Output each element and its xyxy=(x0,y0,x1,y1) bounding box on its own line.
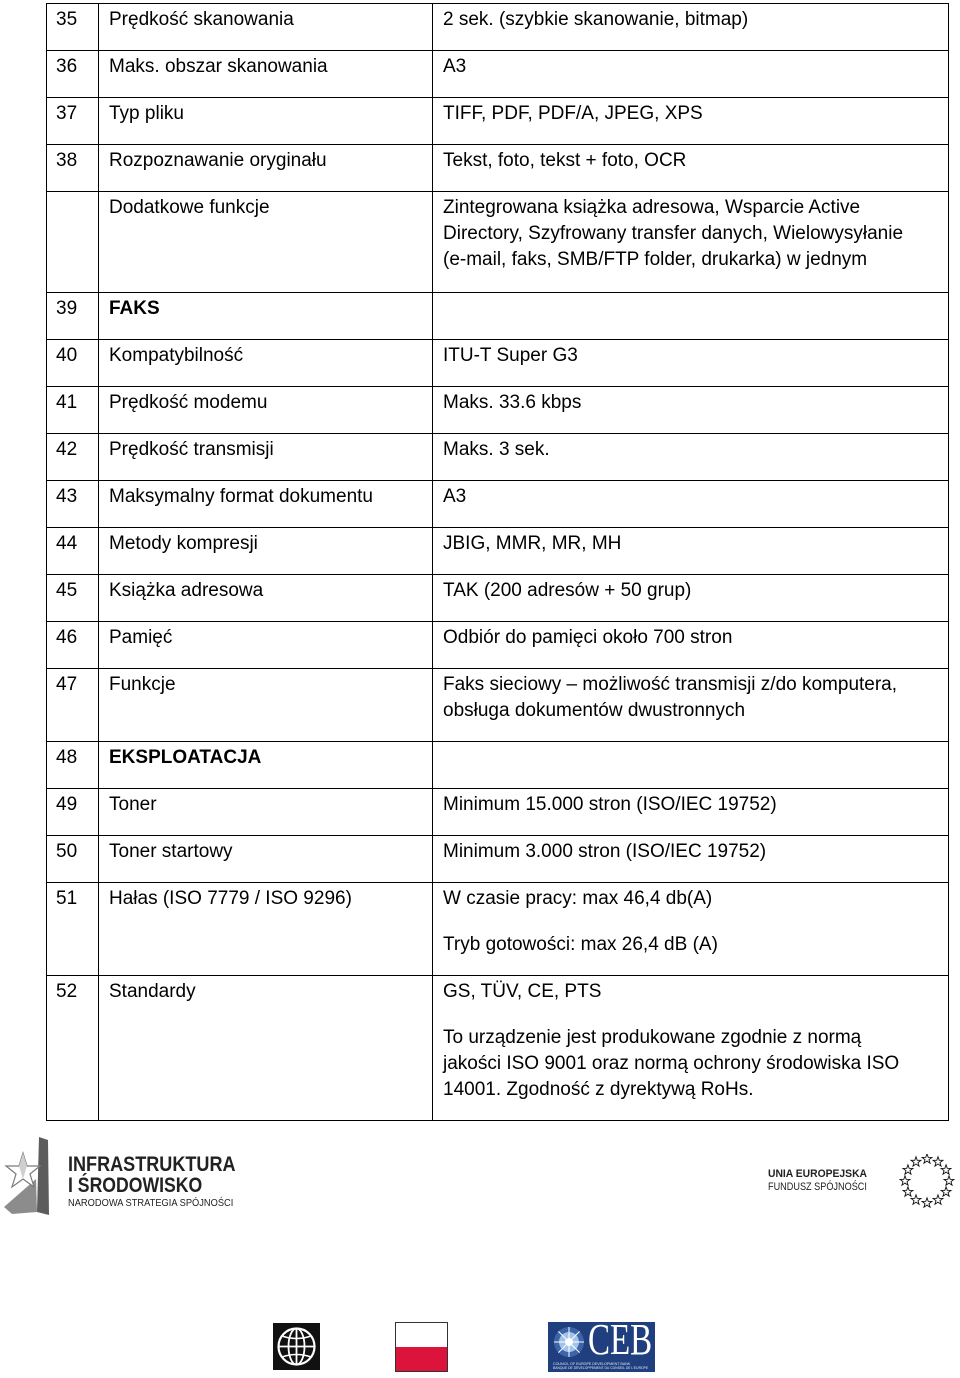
sunburst-globe-icon xyxy=(551,1325,587,1359)
parameter-value-cell xyxy=(433,340,949,387)
value-line: To urządzenie jest produkowane zgodnie z normą xyxy=(443,1027,862,1048)
empty-value xyxy=(443,745,940,771)
parameter-value-cell xyxy=(433,976,949,1121)
table-row xyxy=(47,883,949,976)
table-row xyxy=(47,669,949,742)
parameter-name: Toner startowy xyxy=(109,841,233,862)
value-line: Odbiór do pamięci około 700 stron xyxy=(443,627,733,648)
row-number-cell xyxy=(47,192,99,293)
row-number-cell xyxy=(47,481,99,528)
parameter-name: Metody kompresji xyxy=(109,533,258,554)
star-flag-emblem-icon xyxy=(2,1135,50,1217)
parameter-name-cell xyxy=(99,528,433,575)
row-number-cell xyxy=(47,836,99,883)
parameter-value-cell xyxy=(433,575,949,622)
parameter-name: Maksymalny format dokumentu xyxy=(109,486,373,507)
eu-star-icon xyxy=(903,1165,913,1174)
value-paragraph xyxy=(443,437,940,463)
parameter-name: Rozpoznawanie oryginału xyxy=(109,150,327,171)
row-number-cell xyxy=(47,293,99,340)
parameter-name: Dodatkowe funkcje xyxy=(109,197,270,218)
value-paragraph xyxy=(443,7,940,33)
row-number: 37 xyxy=(56,103,78,124)
row-number: 35 xyxy=(56,9,78,30)
row-number-cell xyxy=(47,669,99,742)
parameter-name-cell xyxy=(99,145,433,192)
parameter-name-cell xyxy=(99,836,433,883)
ceb-subline-en: COUNCIL OF EUROPE DEVELOPMENT BANK xyxy=(553,1362,631,1367)
eu-logo-line2: FUNDUSZ SPÓJNOŚCI xyxy=(768,1181,867,1193)
parameter-name-cell xyxy=(99,789,433,836)
eu-star-icon xyxy=(900,1176,910,1185)
table-row xyxy=(47,622,949,669)
eu-star-icon xyxy=(944,1176,954,1185)
value-paragraph xyxy=(443,148,940,174)
value-paragraph xyxy=(443,484,940,510)
row-number-cell xyxy=(47,340,99,387)
table-row xyxy=(47,836,949,883)
empty-value xyxy=(443,296,940,322)
table-row xyxy=(47,51,949,98)
table-row xyxy=(47,481,949,528)
eu-star-icon xyxy=(911,1195,921,1204)
row-number: 43 xyxy=(56,486,78,507)
value-line: (e-mail, faks, SMB/FTP folder, drukarka) w jednym xyxy=(443,249,868,270)
row-number: 36 xyxy=(56,56,78,77)
value-line: Zintegrowana książka adresowa, Wsparcie Active xyxy=(443,197,861,218)
value-line: Minimum 3.000 stron (ISO/IEC 19752) xyxy=(443,841,767,862)
table-row xyxy=(47,434,949,481)
parameter-value-cell xyxy=(433,481,949,528)
parameter-name-cell xyxy=(99,976,433,1121)
value-line: Faks sieciowy – możliwość transmisji z/do komputera, xyxy=(443,674,898,695)
value-paragraph xyxy=(443,839,940,865)
parameter-value-cell xyxy=(433,742,949,789)
row-number-cell xyxy=(47,434,99,481)
value-paragraph xyxy=(443,101,940,127)
table-row xyxy=(47,789,949,836)
row-number: 42 xyxy=(56,439,78,460)
eu-star-icon xyxy=(903,1187,913,1196)
value-line: A3 xyxy=(443,486,467,507)
parameter-name: Maks. obszar skanowania xyxy=(109,56,328,77)
row-number: 47 xyxy=(56,674,78,695)
row-number: 41 xyxy=(56,392,78,413)
row-number-cell xyxy=(47,622,99,669)
row-number: 50 xyxy=(56,841,78,862)
parameter-name-cell xyxy=(99,883,433,976)
parameter-name: Standardy xyxy=(109,981,196,1002)
value-paragraph xyxy=(443,672,940,724)
value-paragraph xyxy=(443,578,940,604)
row-number-cell xyxy=(47,528,99,575)
eu-star-icon xyxy=(941,1165,951,1174)
value-line: obsługa dokumentów dwustronnych xyxy=(443,700,746,721)
parameter-name: Toner xyxy=(109,794,157,815)
row-number-cell xyxy=(47,387,99,434)
parameter-value-cell xyxy=(433,789,949,836)
parameter-name-cell xyxy=(99,387,433,434)
parameter-name: Funkcje xyxy=(109,674,176,695)
parameter-name: Prędkość modemu xyxy=(109,392,268,413)
table-row xyxy=(47,98,949,145)
eu-star-icon xyxy=(941,1187,951,1196)
parameter-name-cell xyxy=(99,742,433,789)
section-title: FAKS xyxy=(109,298,160,319)
parameter-name-cell xyxy=(99,622,433,669)
ceb-wordmark: CEB xyxy=(588,1322,653,1364)
eu-star-icon xyxy=(922,1154,932,1163)
row-number-cell xyxy=(47,742,99,789)
row-number: 52 xyxy=(56,981,78,1002)
parameter-name: Typ pliku xyxy=(109,103,184,124)
row-number-cell xyxy=(47,145,99,192)
value-paragraph xyxy=(443,979,940,1005)
row-number: 46 xyxy=(56,627,78,648)
parameter-name: Książka adresowa xyxy=(109,580,264,601)
row-number-cell xyxy=(47,575,99,622)
logo-title-line1: INFRASTRUKTURA xyxy=(68,1153,236,1176)
table-row xyxy=(47,387,949,434)
value-line: A3 xyxy=(443,56,467,77)
row-number: 51 xyxy=(56,888,78,909)
parameter-name-cell xyxy=(99,98,433,145)
parameter-value-cell xyxy=(433,434,949,481)
table-row xyxy=(47,976,949,1121)
row-number: 38 xyxy=(56,150,78,171)
value-paragraph xyxy=(443,343,940,369)
row-number: 39 xyxy=(56,298,78,319)
value-paragraph xyxy=(443,54,940,80)
table-row xyxy=(47,145,949,192)
parameter-value-cell xyxy=(433,145,949,192)
value-line: W czasie pracy: max 46,4 db(A) xyxy=(443,888,713,909)
parameter-name-cell xyxy=(99,669,433,742)
value-paragraph xyxy=(443,625,940,651)
parameter-value-cell xyxy=(433,4,949,51)
parameter-value-cell xyxy=(433,883,949,976)
value-line: TIFF, PDF, PDF/A, JPEG, XPS xyxy=(443,103,703,124)
value-line: Maks. 3 sek. xyxy=(443,439,550,460)
parameter-value-cell xyxy=(433,622,949,669)
parameter-name-cell xyxy=(99,434,433,481)
parameter-value-cell xyxy=(433,192,949,293)
parameter-value-cell xyxy=(433,293,949,340)
eu-star-icon xyxy=(922,1198,932,1207)
row-number-cell xyxy=(47,976,99,1121)
row-number: 49 xyxy=(56,794,78,815)
parameter-value-cell xyxy=(433,836,949,883)
row-number-cell xyxy=(47,4,99,51)
value-paragraph xyxy=(443,886,940,912)
specification-table xyxy=(46,3,949,1121)
table-row xyxy=(47,575,949,622)
flag-white-stripe xyxy=(396,1323,447,1347)
value-paragraph xyxy=(443,932,940,958)
parameter-name-cell xyxy=(99,192,433,293)
eu-star-icon xyxy=(933,1157,943,1166)
flag-red-stripe xyxy=(396,1347,447,1371)
table-row xyxy=(47,340,949,387)
parameter-value-cell xyxy=(433,528,949,575)
world-bank-globe-icon xyxy=(273,1323,320,1370)
value-line: jakości ISO 9001 oraz normą ochrony środowiska ISO xyxy=(443,1053,900,1074)
value-line: Minimum 15.000 stron (ISO/IEC 19752) xyxy=(443,794,777,815)
row-number-cell xyxy=(47,789,99,836)
row-number: 45 xyxy=(56,580,78,601)
parameter-name-cell xyxy=(99,51,433,98)
parameter-name-cell xyxy=(99,575,433,622)
parameter-name-cell xyxy=(99,4,433,51)
table-row xyxy=(47,528,949,575)
row-number-cell xyxy=(47,883,99,976)
value-paragraph xyxy=(443,195,940,273)
eu-flag-icon xyxy=(895,1154,959,1210)
parameter-name-cell xyxy=(99,340,433,387)
value-line: ITU-T Super G3 xyxy=(443,345,578,366)
table-row xyxy=(47,192,949,293)
specification-table-body xyxy=(47,4,949,1121)
logo-subtitle: NARODOWA STRATEGIA SPÓJNOŚCI xyxy=(68,1198,234,1209)
value-line: Maks. 33.6 kbps xyxy=(443,392,582,413)
parameter-name: Prędkość transmisji xyxy=(109,439,274,460)
value-line: Tekst, foto, tekst + foto, OCR xyxy=(443,150,687,171)
parameter-name-cell xyxy=(99,481,433,528)
row-number-cell xyxy=(47,98,99,145)
polish-flag-icon xyxy=(395,1322,448,1372)
value-line: Tryb gotowości: max 26,4 dB (A) xyxy=(443,934,718,955)
parameter-value-cell xyxy=(433,669,949,742)
section-header-row xyxy=(47,293,949,340)
value-line: TAK (200 adresów + 50 grup) xyxy=(443,580,692,601)
value-line: JBIG, MMR, MR, MH xyxy=(443,533,622,554)
ceb-logo xyxy=(548,1322,655,1372)
eu-star-icon xyxy=(911,1157,921,1166)
parameter-name: Pamięć xyxy=(109,627,173,648)
value-line: 14001. Zgodność z dyrektywą RoHs. xyxy=(443,1079,754,1100)
eu-star-icon xyxy=(933,1195,943,1204)
value-line: Directory, Szyfrowany transfer danych, Wielowysyłanie xyxy=(443,223,904,244)
parameter-name: Kompatybilność xyxy=(109,345,244,366)
parameter-name-cell xyxy=(99,293,433,340)
value-paragraph xyxy=(443,1025,940,1103)
ceb-subline-fr: BANQUE DE DÉVELOPPEMENT DU CONSEIL DE L'EUROPE xyxy=(553,1366,649,1370)
value-paragraph xyxy=(443,390,940,416)
table-row xyxy=(47,4,949,51)
parameter-name: Prędkość skanowania xyxy=(109,9,294,30)
row-number: 40 xyxy=(56,345,78,366)
parameter-value-cell xyxy=(433,51,949,98)
section-header-row xyxy=(47,742,949,789)
parameter-value-cell xyxy=(433,387,949,434)
row-number-cell xyxy=(47,51,99,98)
value-paragraph xyxy=(443,531,940,557)
value-line: GS, TÜV, CE, PTS xyxy=(443,981,602,1002)
row-number: 48 xyxy=(56,747,78,768)
logo-title-line2: I ŚRODOWISKO xyxy=(68,1174,203,1197)
eu-logo-line1: UNIA EUROPEJSKA xyxy=(768,1168,868,1180)
value-paragraph xyxy=(443,792,940,818)
value-line: 2 sek. (szybkie skanowanie, bitmap) xyxy=(443,9,749,30)
row-number: 44 xyxy=(56,533,78,554)
parameter-value-cell xyxy=(433,98,949,145)
section-title: EKSPLOATACJA xyxy=(109,747,262,768)
parameter-name: Hałas (ISO 7779 / ISO 9296) xyxy=(109,888,352,909)
